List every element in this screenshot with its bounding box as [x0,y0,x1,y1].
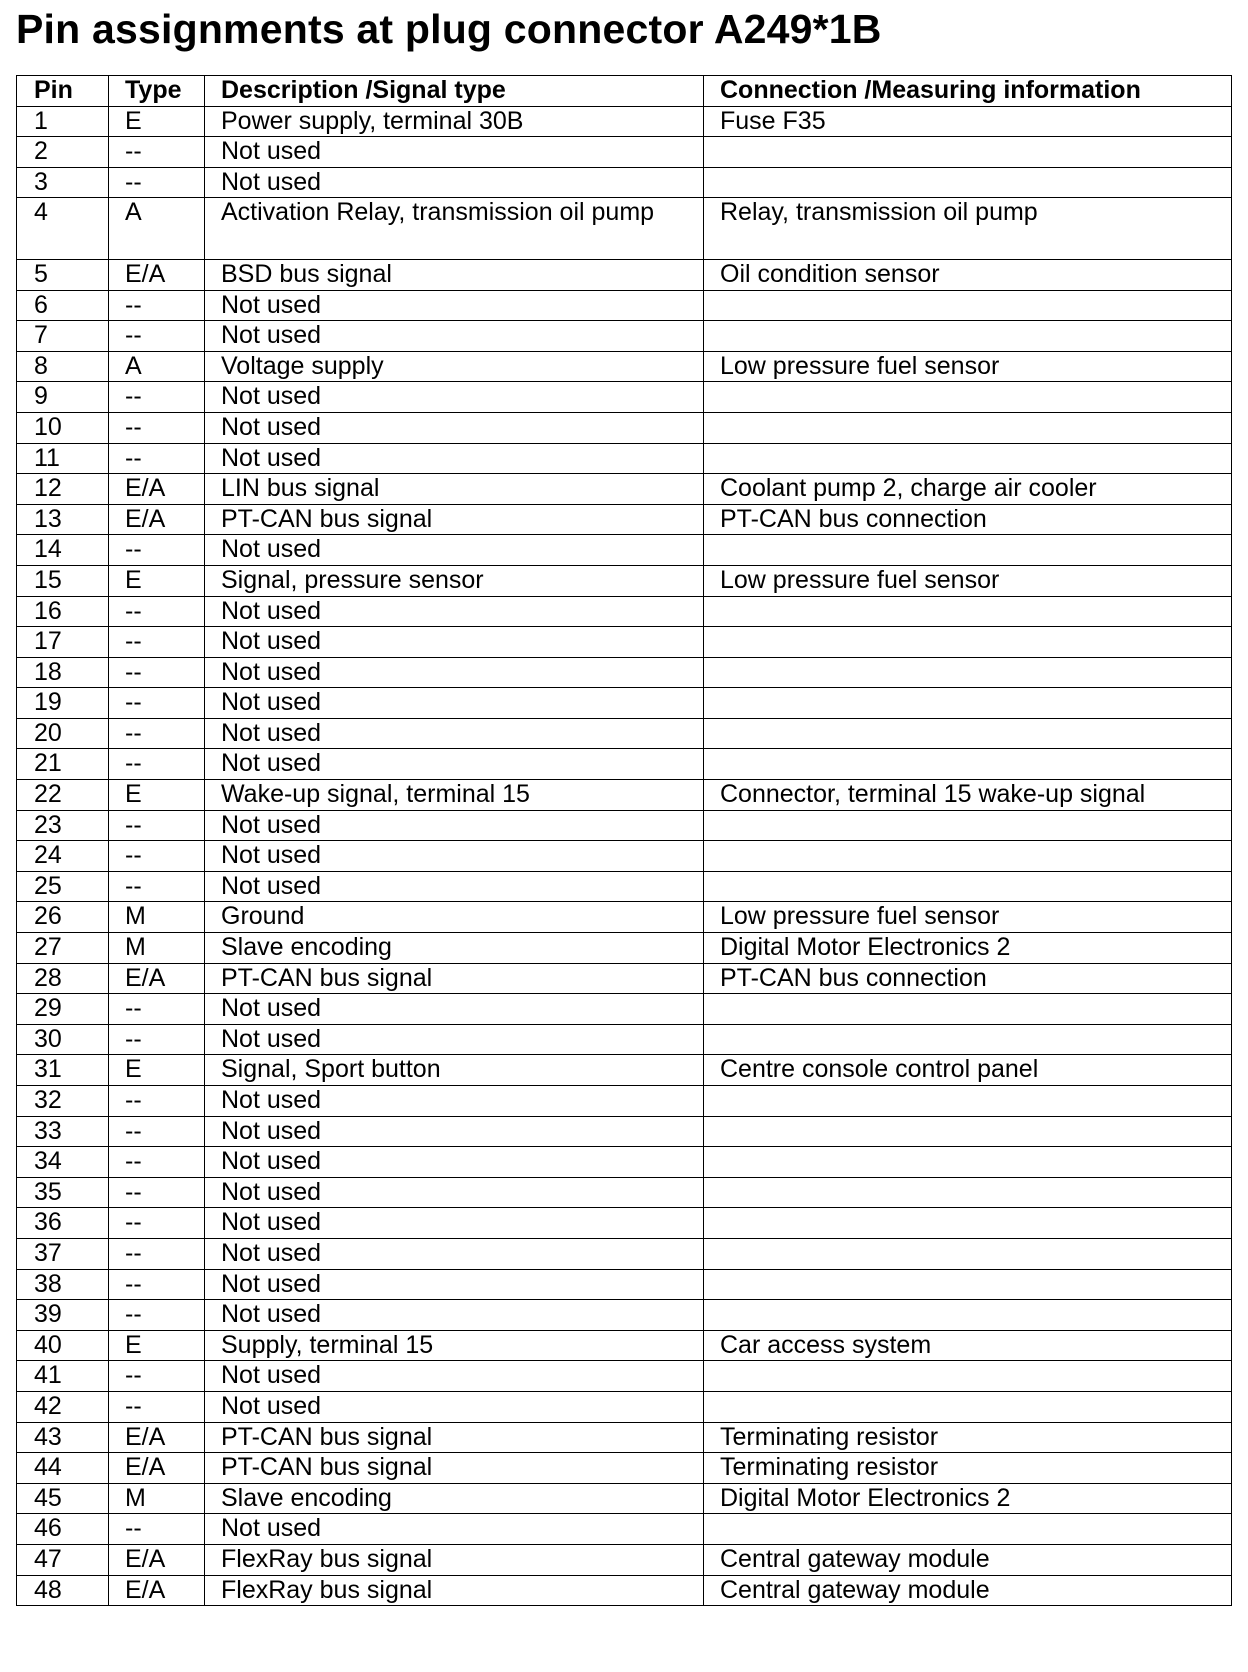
connection-cell: Central gateway module [704,1544,1232,1575]
description-cell: Not used [205,1177,704,1208]
pin-cell: 29 [17,994,109,1025]
type-cell: -- [109,382,205,413]
type-cell: -- [109,1086,205,1117]
type-cell: E/A [109,1575,205,1606]
table-row [17,627,1232,658]
pin-cell: 23 [17,810,109,841]
type-cell: E/A [109,504,205,535]
table-row [17,1330,1232,1361]
pin-cell: 14 [17,535,109,566]
table-row [17,290,1232,321]
description-cell: LIN bus signal [205,474,704,505]
connection-cell [704,535,1232,566]
pin-cell: 13 [17,504,109,535]
type-cell: -- [109,1300,205,1331]
type-cell: -- [109,321,205,352]
type-cell: M [109,933,205,964]
type-cell: -- [109,1269,205,1300]
table-row [17,963,1232,994]
table-row [17,1544,1232,1575]
type-cell: E [109,1055,205,1086]
connection-cell [704,1147,1232,1178]
table-row [17,474,1232,505]
description-cell: Signal, pressure sensor [205,565,704,596]
connection-cell [704,1024,1232,1055]
type-cell: -- [109,1208,205,1239]
type-cell: -- [109,749,205,780]
description-cell: Not used [205,412,704,443]
description-cell: BSD bus signal [205,259,704,290]
table-row [17,718,1232,749]
connection-cell: Low pressure fuel sensor [704,902,1232,933]
type-cell: -- [109,1147,205,1178]
pin-cell: 36 [17,1208,109,1239]
table-row [17,596,1232,627]
type-cell: E/A [109,259,205,290]
pin-cell: 8 [17,351,109,382]
table-row [17,1514,1232,1545]
connection-cell: Digital Motor Electronics 2 [704,1483,1232,1514]
type-cell: E/A [109,1422,205,1453]
pin-cell: 15 [17,565,109,596]
description-cell: Not used [205,718,704,749]
pin-cell: 39 [17,1300,109,1331]
table-row [17,810,1232,841]
connection-cell [704,443,1232,474]
description-cell: Not used [205,1361,704,1392]
pin-cell: 16 [17,596,109,627]
connection-cell: Low pressure fuel sensor [704,565,1232,596]
type-cell: -- [109,167,205,198]
description-cell: Not used [205,1300,704,1331]
pin-cell: 20 [17,718,109,749]
type-cell: -- [109,1361,205,1392]
type-cell: -- [109,1177,205,1208]
type-cell: -- [109,1116,205,1147]
description-cell: Not used [205,841,704,872]
type-cell: E/A [109,1453,205,1484]
connection-cell [704,718,1232,749]
connection-cell [704,167,1232,198]
table-row [17,351,1232,382]
table-header [17,76,1232,107]
description-cell: PT-CAN bus signal [205,963,704,994]
header-description: Description /Signal type [205,76,704,107]
type-cell: -- [109,535,205,566]
connection-cell: Low pressure fuel sensor [704,351,1232,382]
page-title: Pin assignments at plug connector A249*1B [16,6,882,52]
pin-cell: 5 [17,259,109,290]
pin-cell: 33 [17,1116,109,1147]
type-cell: E/A [109,474,205,505]
table-row [17,1055,1232,1086]
connection-cell: Terminating resistor [704,1453,1232,1484]
connection-cell: Relay, transmission oil pump [704,198,1232,260]
connection-cell [704,1391,1232,1422]
connection-cell: Oil condition sensor [704,259,1232,290]
type-cell: E [109,780,205,811]
pin-cell: 1 [17,106,109,137]
type-cell: -- [109,412,205,443]
description-cell: Not used [205,382,704,413]
table-row [17,412,1232,443]
connection-cell [704,1300,1232,1331]
type-cell: -- [109,1024,205,1055]
description-cell: Not used [205,688,704,719]
description-cell: Not used [205,290,704,321]
type-cell: -- [109,443,205,474]
type-cell: -- [109,718,205,749]
table-row [17,382,1232,413]
description-cell: Power supply, terminal 30B [205,106,704,137]
pin-cell: 37 [17,1238,109,1269]
header-connection: Connection /Measuring information [704,76,1232,107]
connection-cell [704,627,1232,658]
pin-cell: 31 [17,1055,109,1086]
connection-cell [704,657,1232,688]
type-cell: -- [109,627,205,658]
connection-cell [704,412,1232,443]
table-row [17,1116,1232,1147]
pin-cell: 26 [17,902,109,933]
description-cell: Slave encoding [205,1483,704,1514]
description-cell: Not used [205,1238,704,1269]
type-cell: -- [109,810,205,841]
pin-cell: 21 [17,749,109,780]
connection-cell [704,810,1232,841]
table-row [17,1422,1232,1453]
description-cell: PT-CAN bus signal [205,1422,704,1453]
table-row [17,443,1232,474]
table-row [17,749,1232,780]
pin-cell: 47 [17,1544,109,1575]
pin-cell: 41 [17,1361,109,1392]
description-cell: Not used [205,137,704,168]
pin-cell: 19 [17,688,109,719]
type-cell: -- [109,841,205,872]
header-row [17,76,1232,107]
pin-cell: 6 [17,290,109,321]
type-cell: -- [109,290,205,321]
pin-cell: 17 [17,627,109,658]
description-cell: PT-CAN bus signal [205,504,704,535]
pin-cell: 42 [17,1391,109,1422]
connection-cell [704,1238,1232,1269]
connection-cell: Fuse F35 [704,106,1232,137]
pin-cell: 28 [17,963,109,994]
table-row [17,688,1232,719]
connection-cell [704,596,1232,627]
pin-cell: 9 [17,382,109,413]
pin-cell: 10 [17,412,109,443]
description-cell: Not used [205,1024,704,1055]
type-cell: E [109,106,205,137]
connection-cell [704,1269,1232,1300]
description-cell: Not used [205,443,704,474]
connection-cell [704,1514,1232,1545]
table-row [17,841,1232,872]
table-row [17,902,1232,933]
pin-cell: 38 [17,1269,109,1300]
description-cell: Signal, Sport button [205,1055,704,1086]
connection-cell [704,688,1232,719]
pin-cell: 4 [17,198,109,260]
pin-cell: 3 [17,167,109,198]
type-cell: -- [109,1514,205,1545]
description-cell: Not used [205,1086,704,1117]
pin-assignment-table [16,75,1232,1606]
connection-cell [704,1086,1232,1117]
table-row [17,535,1232,566]
pin-cell: 44 [17,1453,109,1484]
description-cell: Not used [205,321,704,352]
description-cell: Supply, terminal 15 [205,1330,704,1361]
pin-cell: 34 [17,1147,109,1178]
connection-cell [704,841,1232,872]
description-cell: Not used [205,1269,704,1300]
table-row [17,1147,1232,1178]
connection-cell [704,871,1232,902]
table-row [17,1208,1232,1239]
type-cell: -- [109,657,205,688]
connection-cell: PT-CAN bus connection [704,504,1232,535]
type-cell: -- [109,994,205,1025]
description-cell: Not used [205,810,704,841]
connection-cell: Car access system [704,1330,1232,1361]
description-cell: Not used [205,1116,704,1147]
description-cell: FlexRay bus signal [205,1544,704,1575]
description-cell: Not used [205,1147,704,1178]
table-row [17,871,1232,902]
type-cell: -- [109,1391,205,1422]
type-cell: -- [109,1238,205,1269]
pin-cell: 18 [17,657,109,688]
pin-cell: 12 [17,474,109,505]
type-cell: A [109,351,205,382]
connection-cell: PT-CAN bus connection [704,963,1232,994]
table-row [17,198,1232,260]
table-row [17,167,1232,198]
type-cell: M [109,1483,205,1514]
description-cell: Not used [205,1514,704,1545]
description-cell: Not used [205,1391,704,1422]
pin-cell: 27 [17,933,109,964]
type-cell: -- [109,596,205,627]
description-cell: PT-CAN bus signal [205,1453,704,1484]
table-row [17,780,1232,811]
pin-cell: 46 [17,1514,109,1545]
pin-cell: 11 [17,443,109,474]
connection-cell [704,137,1232,168]
table-row [17,259,1232,290]
description-cell: Not used [205,627,704,658]
header-type: Type [109,76,205,107]
connection-cell: Central gateway module [704,1575,1232,1606]
table-row [17,1269,1232,1300]
pin-cell: 30 [17,1024,109,1055]
table-row [17,1300,1232,1331]
table-row [17,1086,1232,1117]
pin-cell: 32 [17,1086,109,1117]
type-cell: -- [109,871,205,902]
table-body [17,106,1232,1606]
table-row [17,657,1232,688]
type-cell: E [109,565,205,596]
description-cell: Not used [205,994,704,1025]
connection-cell [704,382,1232,413]
type-cell: A [109,198,205,260]
description-cell: FlexRay bus signal [205,1575,704,1606]
connection-cell [704,1177,1232,1208]
connection-cell [704,290,1232,321]
pin-cell: 43 [17,1422,109,1453]
type-cell: E/A [109,1544,205,1575]
description-cell: Activation Relay, transmission oil pump [205,198,704,260]
table-row [17,1575,1232,1606]
pin-cell: 40 [17,1330,109,1361]
description-cell: Not used [205,749,704,780]
description-cell: Not used [205,535,704,566]
connection-cell: Terminating resistor [704,1422,1232,1453]
table-row [17,137,1232,168]
table-row [17,106,1232,137]
table-row [17,565,1232,596]
table-row [17,1453,1232,1484]
table-row [17,321,1232,352]
header-pin: Pin [17,76,109,107]
connection-cell: Digital Motor Electronics 2 [704,933,1232,964]
table-row [17,1391,1232,1422]
pin-cell: 22 [17,780,109,811]
pin-cell: 48 [17,1575,109,1606]
table-row [17,933,1232,964]
table-row [17,1361,1232,1392]
description-cell: Not used [205,167,704,198]
pin-cell: 2 [17,137,109,168]
pin-cell: 45 [17,1483,109,1514]
description-cell: Not used [205,871,704,902]
connection-cell [704,1116,1232,1147]
connection-cell [704,321,1232,352]
table-row [17,1238,1232,1269]
connection-cell: Centre console control panel [704,1055,1232,1086]
type-cell: E/A [109,963,205,994]
description-cell: Not used [205,1208,704,1239]
description-cell: Not used [205,596,704,627]
table-row [17,1024,1232,1055]
pin-cell: 35 [17,1177,109,1208]
table-row [17,504,1232,535]
description-cell: Not used [205,657,704,688]
connection-cell [704,1208,1232,1239]
pin-cell: 7 [17,321,109,352]
type-cell: M [109,902,205,933]
description-cell: Wake-up signal, terminal 15 [205,780,704,811]
table-row [17,1483,1232,1514]
connection-cell [704,1361,1232,1392]
pin-cell: 25 [17,871,109,902]
description-cell: Ground [205,902,704,933]
type-cell: -- [109,688,205,719]
connection-cell [704,749,1232,780]
description-cell: Voltage supply [205,351,704,382]
connection-cell: Coolant pump 2, charge air cooler [704,474,1232,505]
connection-cell [704,994,1232,1025]
pin-cell: 24 [17,841,109,872]
description-cell: Slave encoding [205,933,704,964]
table-row [17,994,1232,1025]
connection-cell: Connector, terminal 15 wake-up signal [704,780,1232,811]
table-row [17,1177,1232,1208]
type-cell: E [109,1330,205,1361]
type-cell: -- [109,137,205,168]
